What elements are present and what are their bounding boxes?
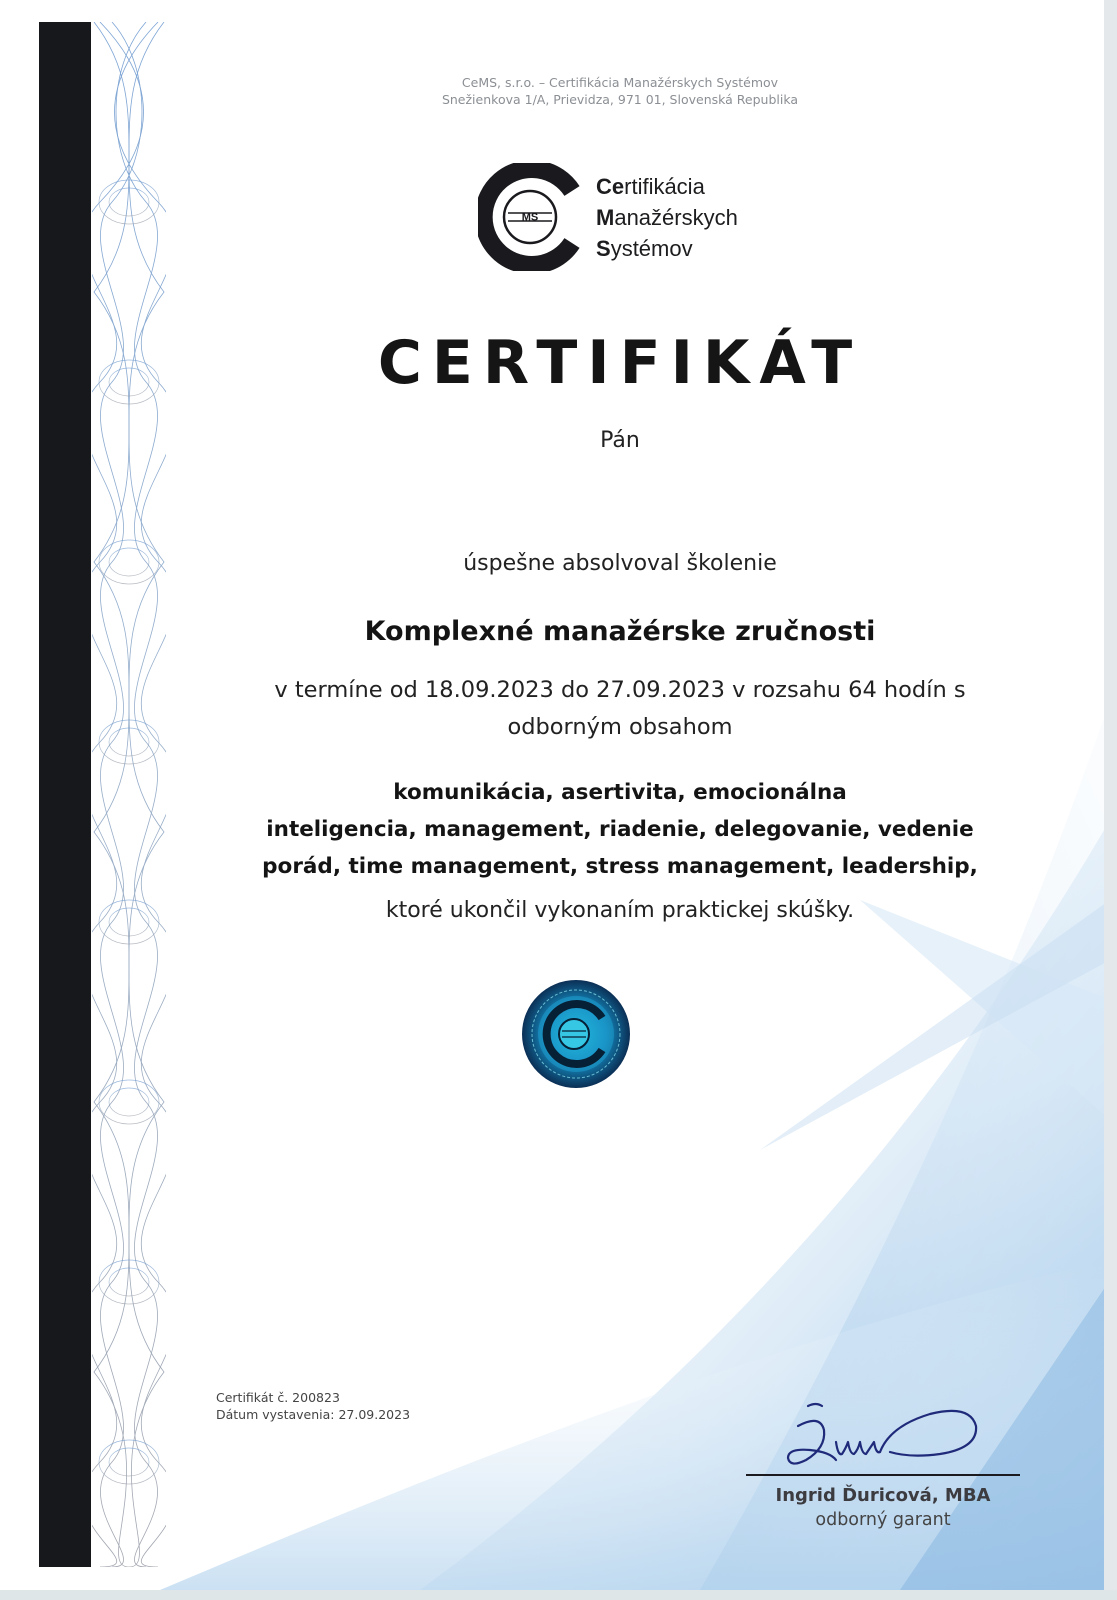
course-content xyxy=(200,774,1040,885)
issuer-header xyxy=(350,74,890,108)
course-name: Komplexné manažérske zručnosti xyxy=(364,616,876,647)
brand-line-1: Certifikácia xyxy=(596,174,705,199)
svg-text:MS: MS xyxy=(521,211,539,224)
issuer-line-2: Snežienkova 1/A, Prievidza, 971 01, Slovenská Republika xyxy=(441,92,799,107)
course-term xyxy=(200,672,1040,746)
signer-role: odborný garant xyxy=(815,1510,951,1530)
content-line-2: inteligencia, management, riadenie, delegovanie, vedenie xyxy=(266,817,974,842)
issue-date: Dátum vystavenia: 27.09.2023 xyxy=(216,1407,411,1422)
certificate-number: Certifikát č. 200823 xyxy=(216,1390,340,1405)
hologram-seal-icon xyxy=(520,978,632,1090)
brand-line-2: Manažérskych xyxy=(596,205,738,230)
completed-text: úspešne absolvoval školenie xyxy=(463,551,777,576)
logo-brand-text xyxy=(596,171,738,264)
signer-name: Ingrid Ďuricová, MBA xyxy=(775,1485,991,1506)
brand-line-3: Systémov xyxy=(596,236,693,261)
issuer-line-1: CeMS, s.r.o. – Certifikácia Manažérskych Systémov xyxy=(461,75,779,90)
ending-text: ktoré ukončil vykonaním praktickej skúšky. xyxy=(385,898,855,923)
signature-line xyxy=(746,1474,1020,1476)
guilloche-ornament xyxy=(92,22,166,1567)
certificate-info xyxy=(216,1389,410,1423)
certificate-title: CERTIFIKÁT xyxy=(377,328,863,398)
signer-block xyxy=(730,1484,1036,1532)
scan-edge-right xyxy=(1104,0,1117,1600)
left-dark-border xyxy=(39,22,91,1567)
content-line-3: porád, time management, stress management, leadership, xyxy=(262,854,978,879)
scan-edge-bottom xyxy=(0,1590,1117,1600)
salutation: Pán xyxy=(600,428,640,453)
handwritten-signature xyxy=(780,1396,980,1476)
content-line-1: komunikácia, asertivita, emocionálna xyxy=(393,780,847,805)
term-line-2: odborným obsahom xyxy=(507,714,733,740)
cems-logo-icon xyxy=(478,163,586,271)
term-line-1: v termíne od 18.09.2023 do 27.09.2023 v rozsahu 64 hodín s xyxy=(274,677,966,703)
